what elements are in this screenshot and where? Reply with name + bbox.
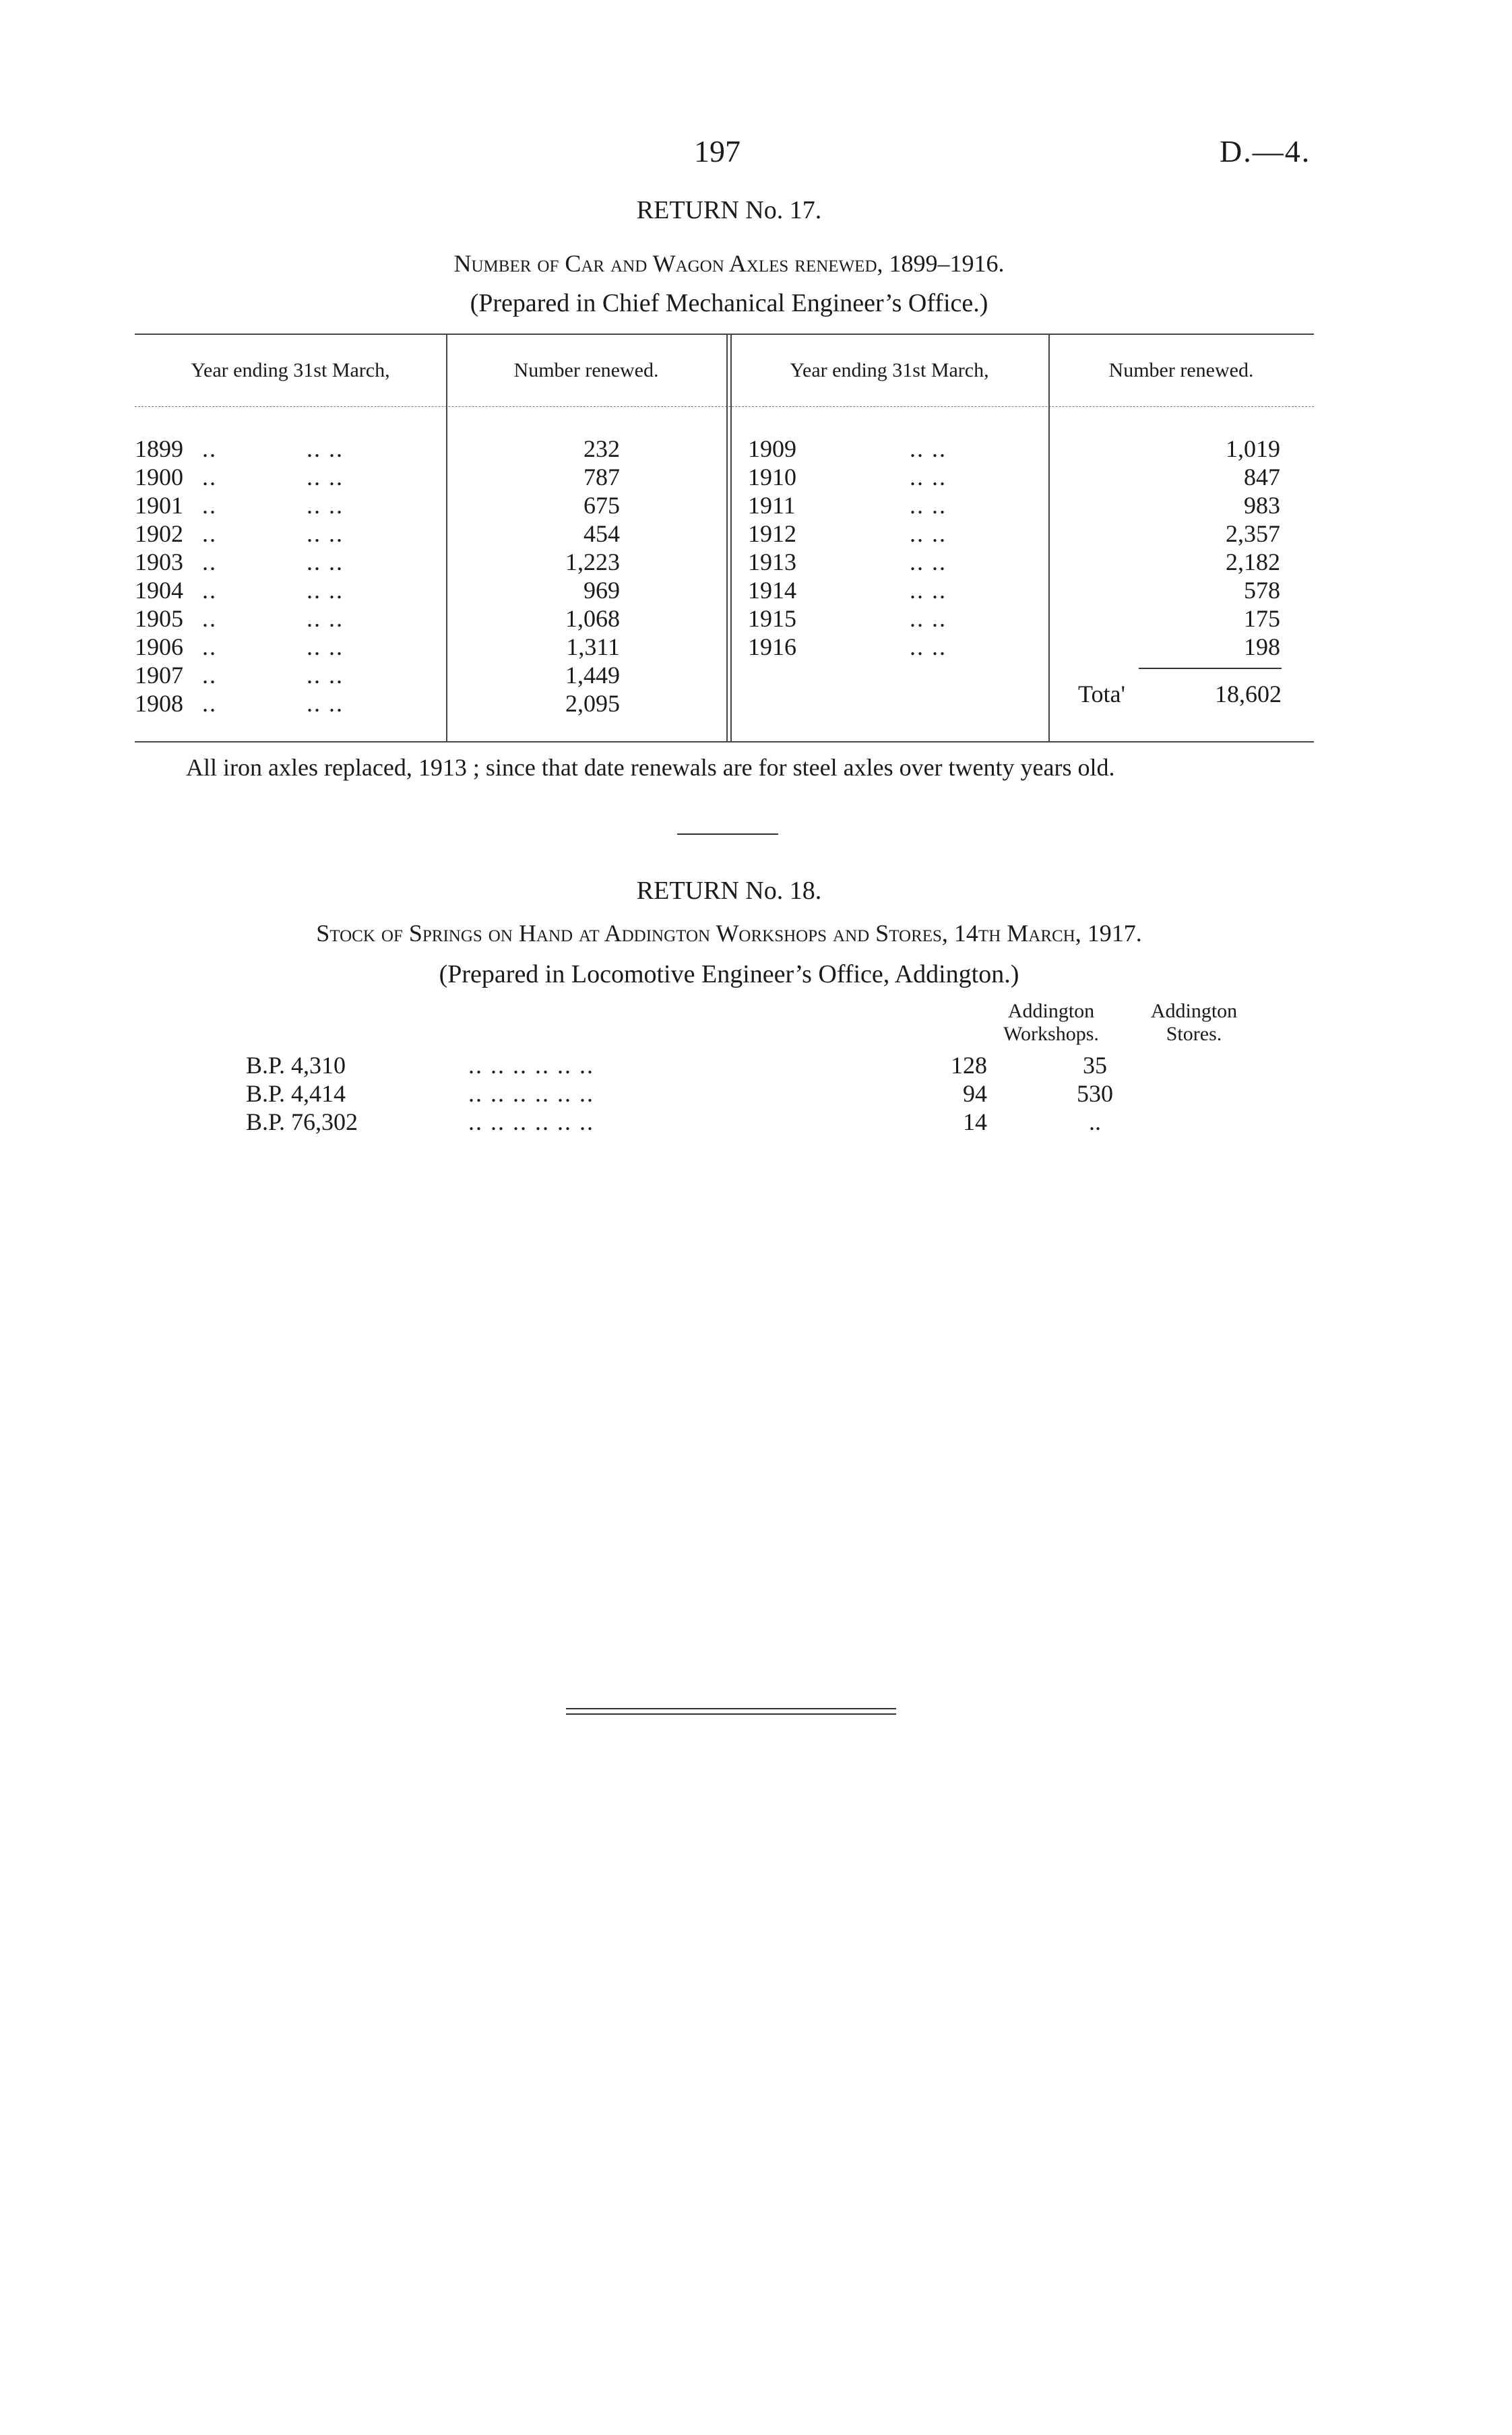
stores-count: ..	[1089, 1108, 1101, 1135]
number-cell: 675	[584, 492, 620, 519]
table-row	[135, 689, 726, 718]
table-row	[246, 1051, 1223, 1079]
year-cell: 1911	[748, 492, 796, 519]
leader-dots: .. ..	[910, 435, 947, 462]
total-rule	[1139, 668, 1282, 669]
leader-dots: ..	[202, 520, 217, 547]
leader-dots: .. ..	[307, 435, 344, 462]
number-cell: 2,357	[1226, 520, 1280, 547]
column-header-line: Addington	[1150, 1000, 1238, 1022]
number-cell: 2,182	[1226, 548, 1280, 575]
leader-dots: .. ..	[910, 520, 947, 547]
table-row	[135, 661, 726, 689]
header-number-right: Number renewed.	[1108, 359, 1254, 381]
table-row	[748, 633, 1314, 661]
table-row	[748, 519, 1314, 548]
workshops-count: 94	[963, 1080, 987, 1107]
section-separator	[677, 833, 778, 835]
column-header-line: Addington	[1007, 1000, 1095, 1022]
column-header-stores	[1127, 1000, 1261, 1046]
workshops-count: 128	[951, 1052, 987, 1079]
number-cell: 1,311	[566, 633, 620, 660]
leader-dots: .. .. .. .. .. ..	[468, 1080, 594, 1107]
return-17-subtitle: Number of Car and Wagon Axles renewed, 1899–1916.	[453, 250, 1005, 277]
number-cell: 1,019	[1226, 435, 1280, 462]
year-cell: 1906	[135, 633, 183, 660]
table-row	[748, 491, 1314, 519]
end-rule	[566, 1708, 896, 1709]
leader-dots: .. ..	[910, 548, 947, 575]
table-row	[748, 604, 1314, 633]
end-rule	[566, 1713, 896, 1715]
table-row	[748, 463, 1314, 491]
column-divider	[726, 334, 728, 741]
leader-dots: ..	[202, 633, 217, 660]
return-18-subtitle: Stock of Springs on Hand at Addington Workshops and Stores, 14th March, 1917.	[316, 920, 1142, 947]
leader-dots: .. ..	[307, 577, 344, 604]
spring-pattern-label: B.P. 4,310	[246, 1052, 346, 1079]
table-row	[748, 576, 1314, 604]
table-row	[135, 435, 726, 463]
year-cell: 1909	[748, 435, 796, 462]
leader-dots: .. ..	[307, 605, 344, 632]
leader-dots: ..	[202, 690, 217, 717]
year-cell: 1905	[135, 605, 183, 632]
year-cell: 1901	[135, 492, 183, 519]
column-header-workshops	[984, 1000, 1119, 1046]
number-cell: 175	[1244, 605, 1280, 632]
leader-dots: .. .. .. .. .. ..	[468, 1052, 594, 1079]
leader-dots: .. ..	[910, 464, 947, 491]
table-bottom-rule	[135, 741, 1314, 742]
leader-dots: .. .. .. .. .. ..	[468, 1108, 594, 1135]
number-cell: 847	[1244, 464, 1280, 491]
spring-pattern-label: B.P. 4,414	[246, 1080, 346, 1107]
number-cell: 232	[584, 435, 620, 462]
number-cell: 1,223	[565, 548, 620, 575]
number-cell: 787	[584, 464, 620, 491]
total-label: Tota'	[1078, 681, 1125, 707]
leader-dots: .. ..	[910, 633, 947, 660]
leader-dots: ..	[202, 464, 217, 491]
year-cell: 1916	[748, 633, 796, 660]
number-cell: 454	[584, 520, 620, 547]
leader-dots: ..	[202, 435, 217, 462]
column-header-line: Workshops.	[1003, 1023, 1099, 1045]
year-cell: 1900	[135, 464, 183, 491]
number-cell: 969	[584, 577, 620, 604]
column-divider	[730, 334, 732, 741]
leader-dots: .. ..	[307, 492, 344, 519]
year-cell: 1902	[135, 520, 183, 547]
table-row	[135, 548, 726, 576]
return-18-title: RETURN No. 18.	[636, 877, 822, 905]
table-row	[135, 519, 726, 548]
number-cell: 578	[1244, 577, 1280, 604]
table-row	[246, 1108, 1223, 1136]
leader-dots: .. ..	[307, 520, 344, 547]
table-row	[135, 633, 726, 661]
table-row	[748, 435, 1314, 463]
leader-dots: ..	[202, 492, 217, 519]
header-number-left: Number renewed.	[513, 359, 659, 381]
year-cell: 1910	[748, 464, 796, 491]
year-cell: 1915	[748, 605, 796, 632]
table-row	[135, 576, 726, 604]
leader-dots: .. ..	[307, 633, 344, 660]
year-cell: 1914	[748, 577, 796, 604]
return-18-prepared-note: (Prepared in Locomotive Engineer’s Office, Addington.)	[439, 960, 1019, 988]
leader-dots: .. ..	[910, 605, 947, 632]
number-cell: 1,449	[565, 662, 620, 689]
header-year-right: Year ending 31st March,	[790, 359, 989, 381]
total-value: 18,602	[1215, 681, 1282, 707]
year-cell: 1912	[748, 520, 796, 547]
total-row	[1078, 680, 1294, 708]
year-cell: 1907	[135, 662, 183, 689]
number-cell: 198	[1244, 633, 1280, 660]
leader-dots: .. ..	[910, 577, 947, 604]
document-reference: D.—4.	[1220, 134, 1311, 168]
year-cell: 1903	[135, 548, 183, 575]
spring-pattern-label: B.P. 76,302	[246, 1108, 358, 1135]
leader-dots: ..	[202, 577, 217, 604]
leader-dots: ..	[202, 605, 217, 632]
leader-dots: ..	[202, 662, 217, 689]
year-cell: 1908	[135, 690, 183, 717]
leader-dots: .. ..	[910, 492, 947, 519]
number-cell: 2,095	[565, 690, 620, 717]
number-cell: 983	[1244, 492, 1280, 519]
leader-dots: .. ..	[307, 662, 344, 689]
table-row	[246, 1079, 1223, 1108]
number-cell: 1,068	[565, 605, 620, 632]
leader-dots: ..	[202, 548, 217, 575]
column-header-line: Stores.	[1166, 1023, 1222, 1045]
table-header-rule	[135, 406, 1314, 407]
axles-renewed-table	[135, 334, 1314, 745]
table-row	[135, 491, 726, 519]
header-year-left: Year ending 31st March,	[191, 359, 390, 381]
leader-dots: .. ..	[307, 690, 344, 717]
table-row	[135, 604, 726, 633]
table-top-rule	[135, 334, 1314, 335]
return-17-title: RETURN No. 17.	[636, 196, 822, 224]
return-17-footnote: All iron axles replaced, 1913 ; since that date renewals are for steel axles over twenty years old.	[186, 754, 1115, 781]
workshops-count: 14	[963, 1108, 987, 1135]
leader-dots: .. ..	[307, 464, 344, 491]
leader-dots: .. ..	[307, 548, 344, 575]
table-row	[135, 463, 726, 491]
table-row	[748, 548, 1314, 576]
page-number: 197	[694, 134, 741, 168]
return-17-prepared-note: (Prepared in Chief Mechanical Engineer’s Office.)	[470, 289, 988, 317]
year-cell: 1913	[748, 548, 796, 575]
year-cell: 1899	[135, 435, 183, 462]
stores-count: 35	[1083, 1052, 1107, 1079]
stores-count: 530	[1077, 1080, 1113, 1107]
year-cell: 1904	[135, 577, 183, 604]
